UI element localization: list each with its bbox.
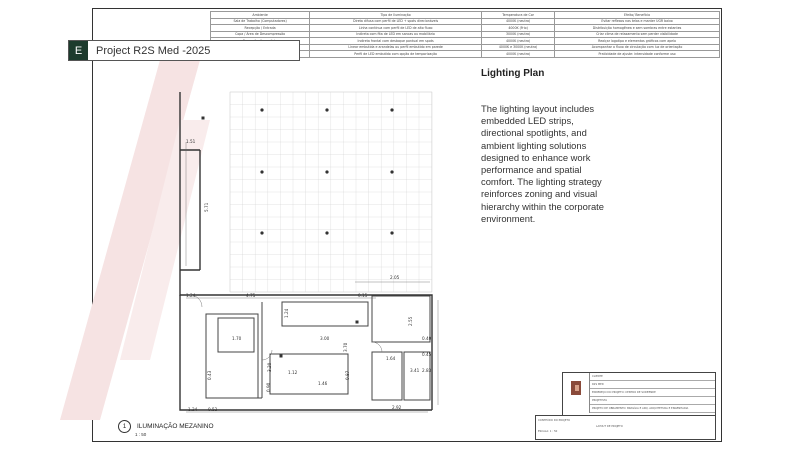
dimension-label: 1.51 [186,139,196,144]
dimension-label: 1.70 [232,336,242,341]
project-title: Project R2S Med -2025 [96,44,211,57]
dimension-label: 0.40 [422,336,432,341]
section-letter: E [69,41,88,60]
table-cell: Indireta frontal com destaque pontual em spots [310,38,482,45]
table-cell: Praticidade de ajuste: intensidade conforme uso [555,51,720,58]
title-block-line: R2S MED [590,381,715,389]
dimension-label: 2.83 [422,368,432,373]
lighting-plan-description: The lighting layout includes embedded LED strips, directional spotlights, and ambient lighting solutions designed to enhance work performance and spatial comfort. The lighting strategy reinforces zoning and visual hierarchy within the corporate environment. [481,103,604,224]
title-block-line: CLIENTE [590,373,715,381]
table-cell: Linear embutida e arandelas ou perfil embutido em parede [310,44,482,51]
table-cell: Copa / Área de Descompressão [211,31,310,38]
ceiling-spotlights [202,108,394,357]
view-label [118,420,214,437]
table-cell: Perfil de LED embutido com opção de temporização [310,51,482,58]
dimension-label: 0.52 [208,407,218,412]
table-cell: 4000K e 3000K (neutra) [482,44,555,51]
dimension-lines [186,142,438,412]
table-header-cell: Efeito/ Benefício [555,12,720,19]
walls [180,92,432,410]
title-block-line: PROJETO DE OBRAMENTO: BRASÍLIA E ARQ. ARQUITETURA E ENGENHARIA [590,405,715,413]
table-cell: Evitar reflexos nas telas e manter UGR baixo [555,18,720,25]
view-number: 1 [118,420,131,433]
dimension-label: 0.43 [207,370,212,380]
table-cell: Linha contínua com perfil de LED de alto fluxo [310,25,482,32]
table-cell: Sala de Trabalho (Computadores) [211,18,310,25]
spotlight-icon [325,231,328,234]
footer-content-label: CONTEÚDO DO PROJETO [538,419,571,422]
dimension-label: 3.20 [267,362,272,372]
dimension-label: 5.71 [204,202,209,212]
fixture-icon [202,117,205,120]
table-cell: Acompanhar o fluxo de circulação com luz de orientação [555,44,720,51]
dimension-label: 3.41 [410,368,420,373]
table-cell: 4000K (neutra) [482,38,555,45]
table-cell: Indireta com fita de LED em sancas ou mobiliário [310,31,482,38]
dimension-label: 0.45 [422,352,432,357]
dimension-label: 2.92 [392,405,402,410]
table-cell: Direta difusa com perfil de LED + spots direcionáveis [310,18,482,25]
dimension-label: 2.55 [408,316,413,326]
table-cell: 4000K (neutra) [482,51,555,58]
table-cell: Distribuição homogênea e sem sombras entre estantes [555,25,720,32]
table-header-cell: Temperatura de Cor [482,12,555,19]
spotlight-icon [260,170,263,173]
spotlight-icon [390,108,393,111]
fixture-icon [356,321,359,324]
footer-layout-label: LAYOUT DE PROJETO [596,425,623,428]
title-block-line: PROJETISTA [590,397,715,405]
dimension-label: 3.70 [343,342,348,352]
dimension-label: 1.24 [188,407,198,412]
door-swings [190,295,382,360]
table-cell: Realçar logotipo e elementos gráficos com apelo [555,38,720,45]
dimension-label: 1.64 [386,356,396,361]
title-block-line: ENDEREÇO DO PROJETO: CENTRO DE SUDEENDE [590,389,715,397]
dimension-label: 3.00 [320,336,330,341]
view-name: ILUMINAÇÃO MEZANINO [137,423,214,430]
lighting-plan-title: Lighting Plan [481,68,545,79]
table-cell: Criar clima de relaxamento sem perder visibilidade [555,31,720,38]
table-header-cell: Tipo de Iluminação [310,12,482,19]
table-cell: 3000K (neutra) [482,31,555,38]
dimension-label: 0.87 [345,370,350,380]
dimension-label: 1.24 [284,308,289,318]
dimension-label: 4.75 [246,293,256,298]
spotlight-icon [390,170,393,173]
table-header-cell: Ambiente [211,12,310,19]
dimension-label: 0.15 [358,293,368,298]
view-scale: 1 : 50 [135,432,147,437]
table-cell: Recepção / Entrada [211,25,310,32]
spotlight-icon [260,108,263,111]
dimension-label: 0.90 [266,382,271,392]
dimension-label: 1.24 [186,293,196,298]
spotlight-icon [325,170,328,173]
title-block-footer [535,415,716,440]
spotlight-icon [325,108,328,111]
dimension-label: 1.46 [318,381,328,386]
firm-logo [563,373,590,413]
dimension-label: 2.05 [390,275,400,280]
footer-scale-label: ESCALA: 1 : 50 [538,430,558,433]
fixture-icon [280,355,283,358]
table-cell: 4000K (Frio) [482,25,555,32]
spotlight-icon [390,231,393,234]
spotlight-icon [260,231,263,234]
table-cell: 4000K (neutra) [482,18,555,25]
dimension-label: 1.12 [288,370,298,375]
